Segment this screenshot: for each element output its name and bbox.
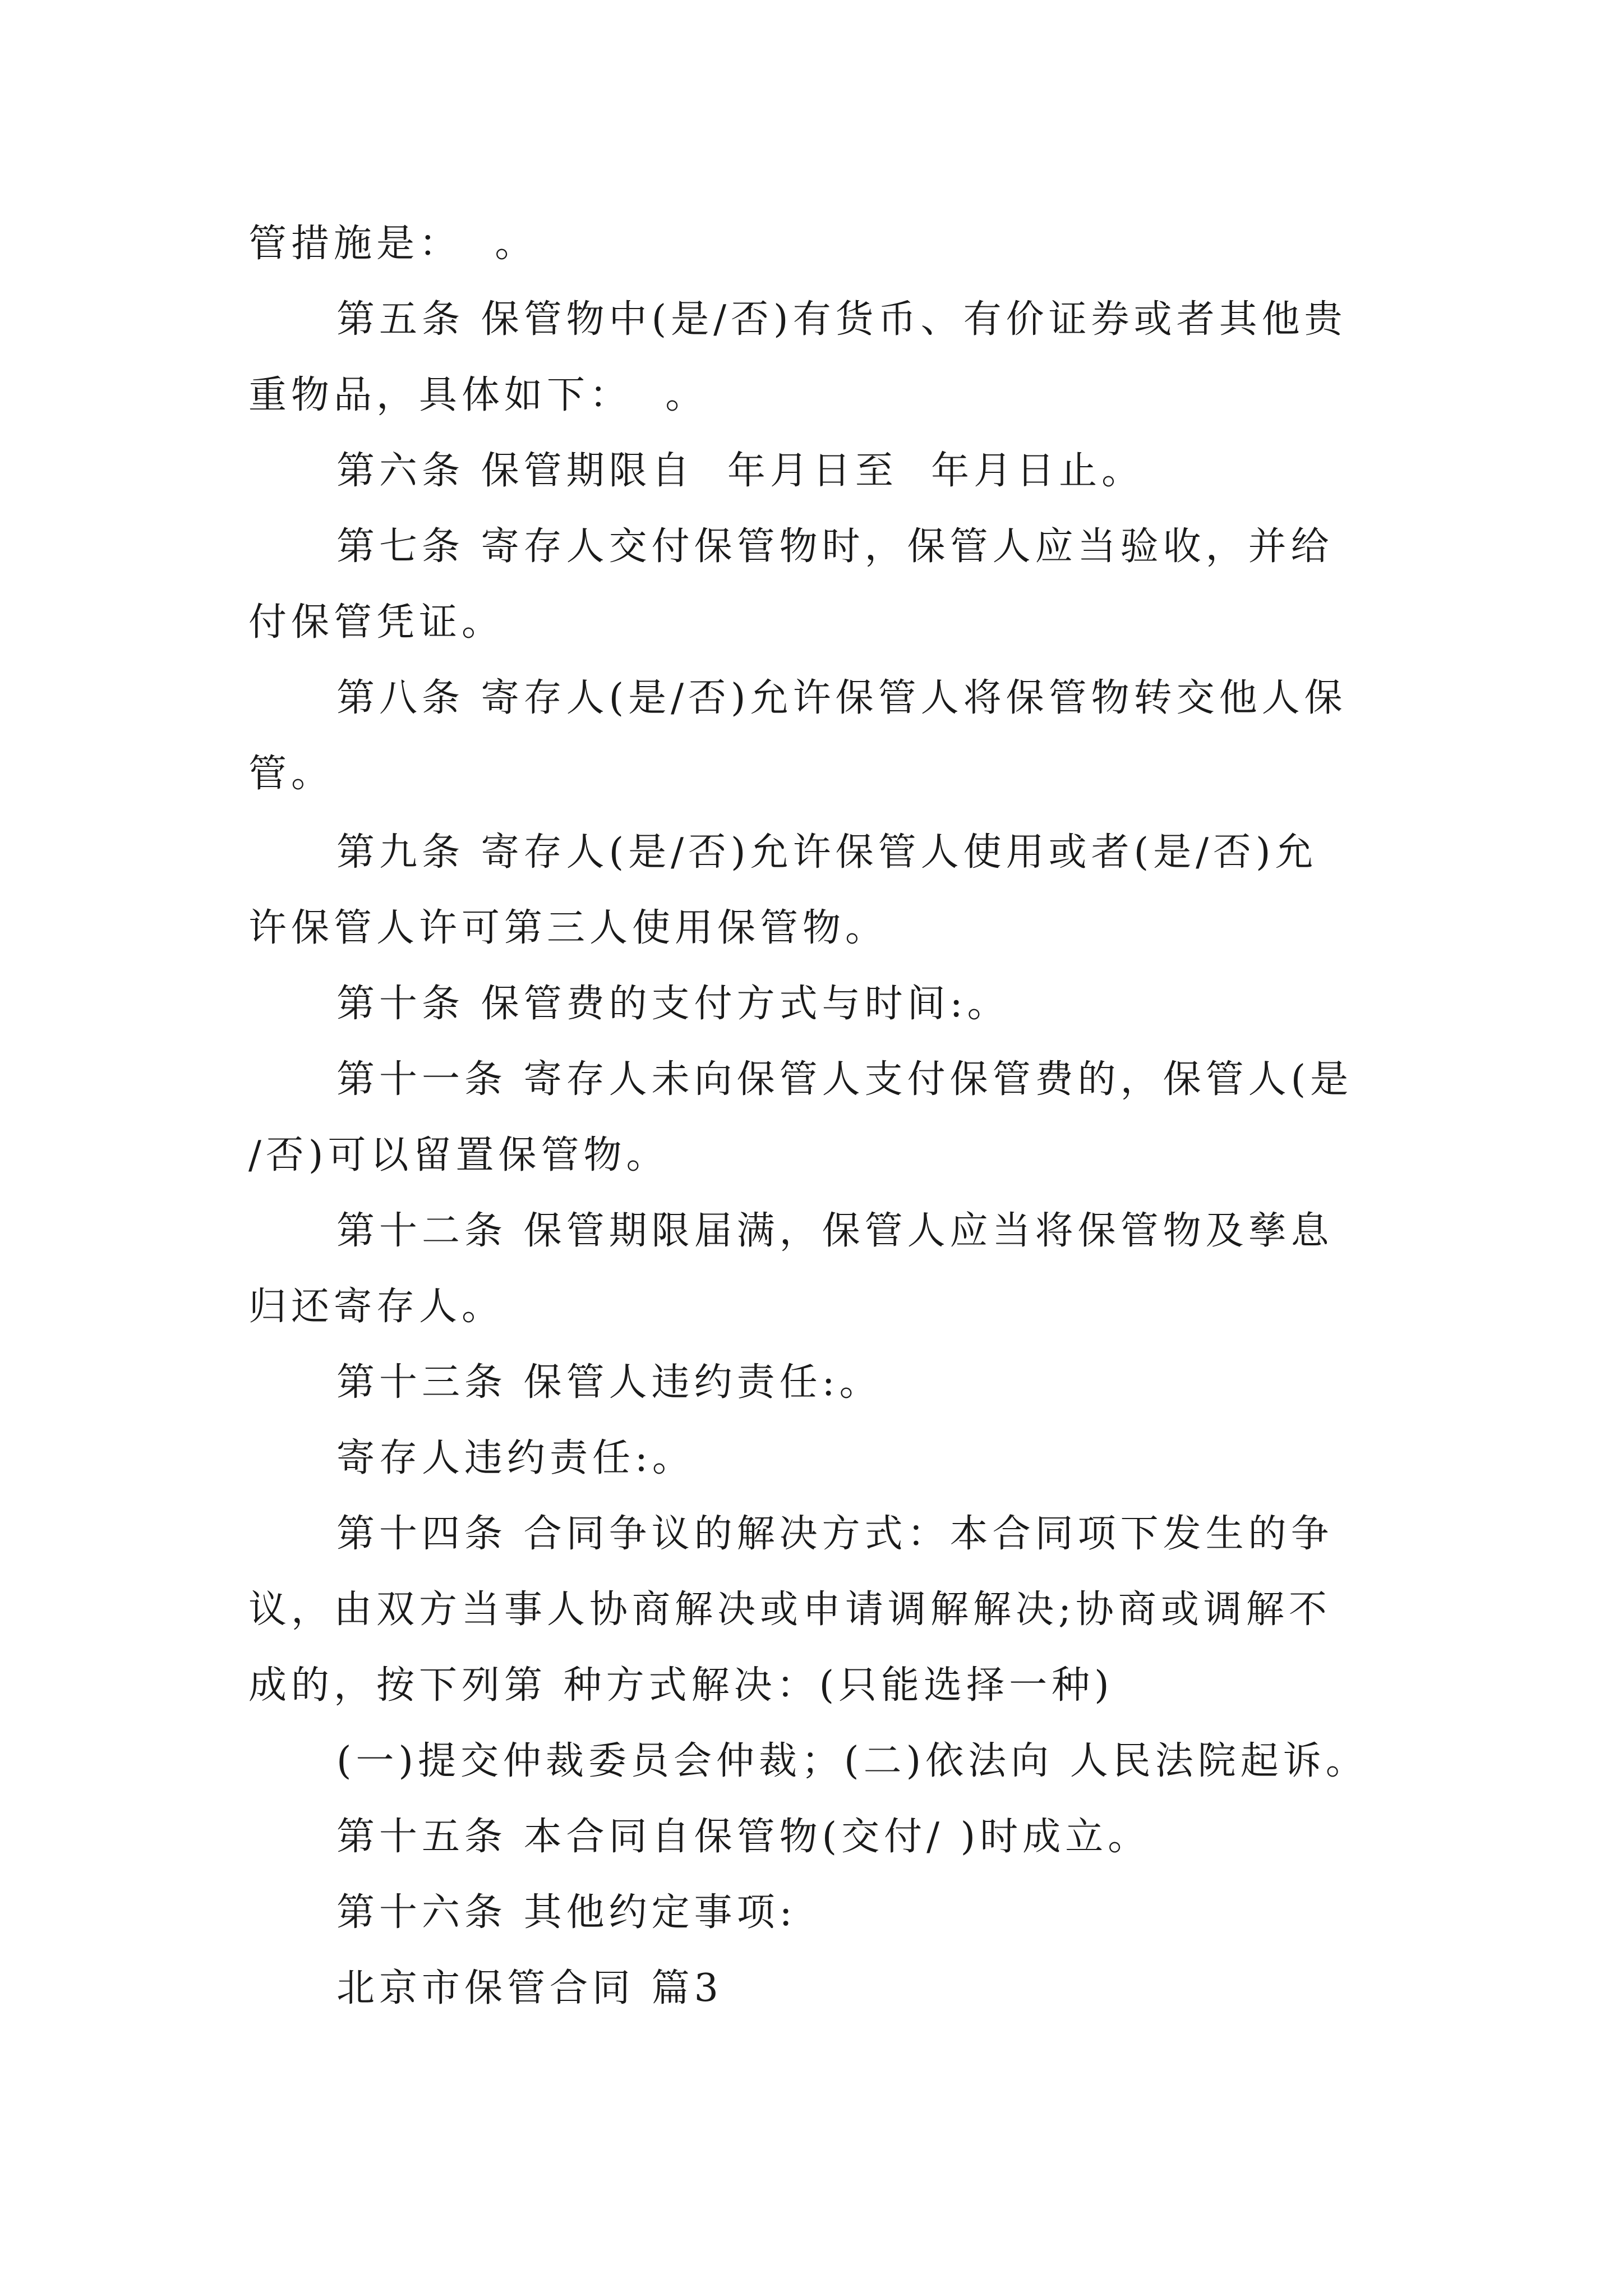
text-line: 寄存人违约责任:。 [336,1436,695,1480]
text-line: 第七条 寄存人交付保管物时，保管人应当验收，并给 [336,524,1334,569]
text-line: 成的，按下列第 种方式解决：(只能选择一种) [248,1663,1114,1708]
text-line: 第十一条 寄存人未向保管人支付保管费的，保管人(是 [336,1057,1353,1102]
text-line: 第十条 保管费的支付方式与时间:。 [336,982,1010,1026]
text-line: 归还寄存人。 [248,1285,505,1329]
text-line: 管。 [248,752,334,796]
text-line: 第九条 寄存人(是/否)允许保管人使用或者(是/否)允 [336,830,1318,875]
text-line: /否)可以留置保管物。 [248,1133,669,1177]
text-line: 第十三条 保管人违约责任:。 [336,1360,882,1405]
text-line: 第五条 保管物中(是/否)有货币、有价证券或者其他贵 [336,297,1347,342]
text-line: 许保管人许可第三人使用保管物。 [248,906,888,950]
text-line: (一)提交仲裁委员会仲裁；(二)依法向 人民法院起诉。 [336,1739,1368,1783]
text-line: 管措施是： 。 [248,222,538,266]
text-line: 第十四条 合同争议的解决方式：本合同项下发生的争 [336,1512,1334,1556]
text-line: 付保管凭证。 [248,600,505,645]
text-line: 议，由双方当事人协商解决或申请调解解决;协商或调解不 [248,1588,1331,1632]
text-line: 第十六条 其他约定事项: [336,1890,797,1935]
text-line: 第十二条 保管期限届满，保管人应当将保管物及孳息 [336,1209,1334,1253]
text-line: 北京市保管合同 篇3 [336,1966,723,2010]
text-line: 重物品，具体如下： 。 [248,373,708,417]
text-line: 第六条 保管期限自 年月日至 年月日止。 [336,449,1145,493]
text-line: 第十五条 本合同自保管物(交付/ )时成立。 [336,1815,1151,1859]
text-line: 第八条 寄存人(是/否)允许保管人将保管物转交他人保 [336,676,1347,720]
